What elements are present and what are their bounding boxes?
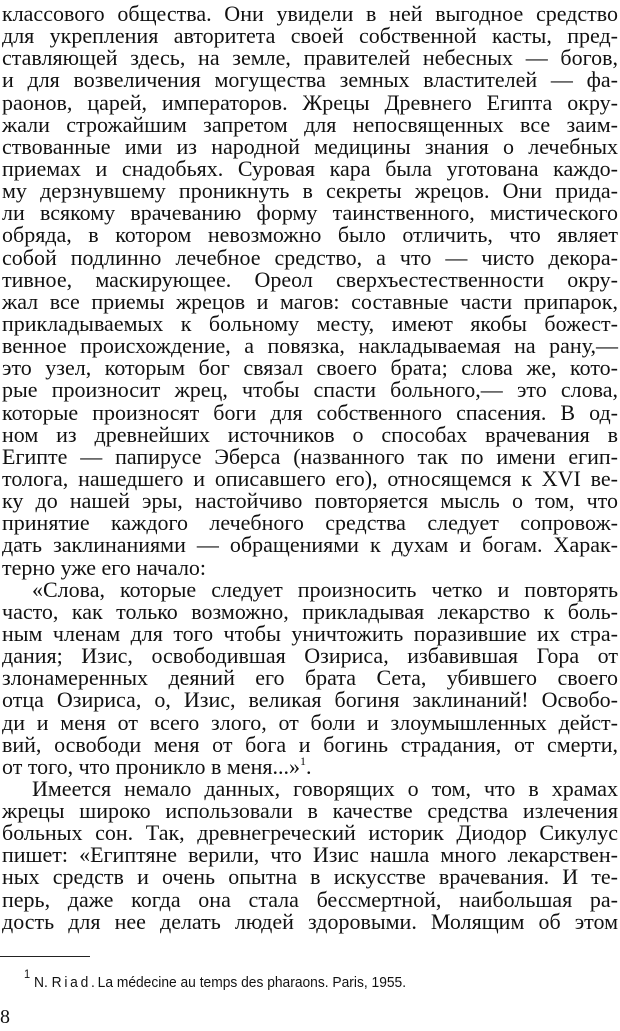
text-line: пишет: «Египтяне верили, что Изис нашла много лекарствен- xyxy=(2,842,618,868)
quote-line: дания; Изис, освободившая Озириса, избавившая Гора от xyxy=(2,643,618,669)
text-line: принятие каждого лечебного средства следует сопровож- xyxy=(2,510,618,536)
text-line: это узел, которым бог связал своего брата; слова же, кото- xyxy=(2,355,618,381)
text-line: больных сон. Так, древнегреческий историк Диодор Сикулус xyxy=(2,820,618,846)
text-line: жал все приемы жрецов и магов: составные части припарок, xyxy=(2,288,618,314)
quote-end-period: . xyxy=(305,753,312,779)
text-line: ных средств и очень опытна в искусстве врачевания. И те- xyxy=(2,864,618,890)
text-line: ли всякому врачеванию форму таинственного, мистического xyxy=(2,200,618,226)
footnote-text: La médecine au temps des pharaons. Paris, 1955. xyxy=(97,974,407,991)
quote-line: ным членам для того чтобы уничтожить поразившие их стра- xyxy=(2,620,618,646)
footnote-divider xyxy=(0,956,90,957)
quote-end-text: от того, что проникло в меня...» xyxy=(2,753,300,779)
text-line: жали строжайшим запретом для непосвященных все заим- xyxy=(2,111,618,137)
quote-line: «Слова, которые следует произносить четко и повторять xyxy=(32,576,618,602)
text-line: Египте — папирусе Эберса (названного так по имени егип- xyxy=(2,443,618,469)
quote-line xyxy=(2,753,618,779)
text-line: венное происхождение, а повязка, накладываемая на рану,— xyxy=(2,333,618,359)
text-line: му дерзнувшему проникнуть в секреты жрецов. Они прида- xyxy=(2,178,618,204)
text-line: ном из древнейших источников о способах врачевания в xyxy=(2,421,618,447)
text-line: обряда, в котором невозможно было отличить, что являет xyxy=(2,222,618,248)
footnote-author-initial: N. xyxy=(33,974,48,991)
text-line: дость для нее делать людей здоровыми. Молящим об этом xyxy=(2,908,618,934)
text-line: Имеется немало данных, говорящих о том, что в храмах xyxy=(32,775,618,801)
body-text xyxy=(2,3,618,933)
text-line: прикладываемых к больному месту, имеют якобы божест- xyxy=(2,310,618,336)
text-line: и для возвеличения могущества земных властителей — фа- xyxy=(2,67,618,93)
quote-line: ди и меня от всего злого, от боли и злоумышленных дейст- xyxy=(2,709,618,735)
text-line: ствованные ими из народной медицины знания о лечебных xyxy=(2,133,618,159)
text-line: классового общества. Они увидели в ней выгодное средство xyxy=(2,1,618,26)
footnote-author: Riad. xyxy=(51,974,98,991)
quote-line: злонамеренных деяний его брата Сета, убившего своего xyxy=(2,665,618,691)
footnote-marker: 1 xyxy=(24,967,31,981)
text-line: жрецы широко использовали в качестве средства излечения xyxy=(2,798,618,824)
text-line: дать заклинаниями — обращениями к духам и богам. Харак- xyxy=(2,532,618,558)
text-line: ку до нашей эры, настойчиво повторяется мысль о том, что xyxy=(2,488,618,514)
text-line: ставляющей здесь, на земле, правителей небесных — богов, xyxy=(2,45,618,71)
text-line: толога, нашедшего и описавшего его), относящемся к XVI ве- xyxy=(2,465,618,491)
text-line: собой подлинно лечебное средство, а что — чисто декора- xyxy=(2,244,618,270)
footnote xyxy=(24,967,407,991)
quote-line: часто, как только возможно, прикладывая лекарство к боль- xyxy=(2,598,618,624)
text-line: перь, даже когда она стала бессмертной, наибольшая ра- xyxy=(2,886,618,912)
text-line: тивное, маскирующее. Ореол сверхъестественности окру- xyxy=(2,266,618,292)
quote-line: вий, освободи меня от бога и богинь страдания, от смерти, xyxy=(2,731,618,757)
text-line: рые произносит жрец, чтобы спасти больного,— это слова, xyxy=(2,377,618,403)
text-line: приемах и снадобьях. Суровая кара была уготована каждо- xyxy=(2,155,618,181)
page-number: 8 xyxy=(0,1006,10,1028)
footnote-reference[interactable]: 1 xyxy=(299,753,306,768)
quote-line: отца Озириса, о, Изис, великая богиня заклинаний! Освобо- xyxy=(2,687,618,713)
text-line: для укрепления авторитета своей собственной касты, пред- xyxy=(2,23,618,49)
text-line: раонов, царей, императоров. Жрецы Древнего Египта окру- xyxy=(2,89,618,115)
text-line: которые произносят боги для собственного спасения. В од- xyxy=(2,399,618,425)
text-line: терно уже его начало: xyxy=(2,554,207,580)
